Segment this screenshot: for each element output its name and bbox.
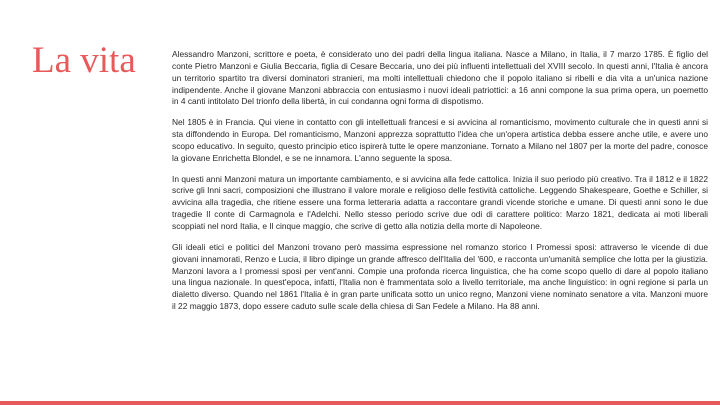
slide-title: La vita [32,40,136,81]
paragraph-france: Nel 1805 è in Francia. Qui viene in contatto con gli intellettuali francesi e si avvicina al romanticismo, movimento culturale che in questi anni si sta diffondendo in Europa. Del romanticismo, Manzoni apprezza soprattutto l'idea che un'opera artistica debba essere anche utile, e avere uno scopo educativo. In seguito, questo principio etico ispirerà tutte le opere manzoniane. Tornato a Milano nel 1807 per la morte del padre, conosce la giovane Enrichetta Blondel, e se ne innamora. L'anno seguente la sposa. [172,117,708,163]
paragraph-early-life: Alessandro Manzoni, scrittore e poeta, è considerato uno dei padri della lingua italiana. Nasce a Milano, in Italia, il 7 marzo 1785. È figlio del conte Pietro Manzoni e Giulia Beccaria, figlia di Cesare Beccaria, uno dei più influenti intellettuali del XVIII secolo. In questi anni, l'Italia è ancora un territorio spartito tra diversi dominatori stranieri, ma molti intellettuali chiedono che il popolo italiano si ribelli e dia vita a un'unica nazione indipendente. Anche il giovane Manzoni abbraccia con entusiasmo i nuovi ideali patriottici: a 16 anni compone la sua prima opera, un poemetto in 4 canti intitolato Del trionfo della libertà, in cui condanna ogni forma di dispotismo. [172,49,708,107]
body-text [172,49,708,322]
paragraph-promessi-sposi: Gli ideali etici e politici del Manzoni trovano però massima espressione nel romanzo storico I Promessi sposi: attraverso le vicende di due giovani innamorati, Renzo e Lucia, il libro dipinge un grande affresco dell'Italia del '600, e racconta un'umanità semplice che lotta per la giustizia. Manzoni lavora a I promessi sposi per vent'anni. Compie una profonda ricerca linguistica, che ha come scopo quello di dare al popolo italiano una lingua nazionale. In quest'epoca, infatti, l'Italia non è frammentata solo a livello territoriale, ma anche linguistico: in ogni regione si parla un dialetto diverso. Quando nel 1861 l'Italia è in gran parte unificata sotto un unico regno, Manzoni viene nominato senatore a vita. Manzoni muore il 22 maggio 1873, dopo essere caduto sulle scale della chiesa di San Fedele a Milano. Ha 88 anni. [172,241,708,312]
bottom-accent-bar [0,401,720,405]
paragraph-conversion: In questi anni Manzoni matura un importante cambiamento, e si avvicina alla fede cattolica. Inizia il suo periodo più creativo. Tra il 1812 e il 1822 scrive gli Inni sacri, composizioni che illustrano il valore morale e religioso delle festività cattoliche. Leggendo Shakespeare, Goethe e Schiller, si avvicina alla tragedia, che ritiene essere una forma letteraria adatta a raccontare grandi vicende storiche e umane. Di questi anni sono le due tragedie Il conte di Carmagnola e l'Adelchi. Nello stesso periodo scrive due odi di carattere politico: Marzo 1821, dedicata ai moti liberali scoppiati nel nord Italia, e Il cinque maggio, che scrive di getto alla notizia della morte di Napoleone. [172,173,708,231]
